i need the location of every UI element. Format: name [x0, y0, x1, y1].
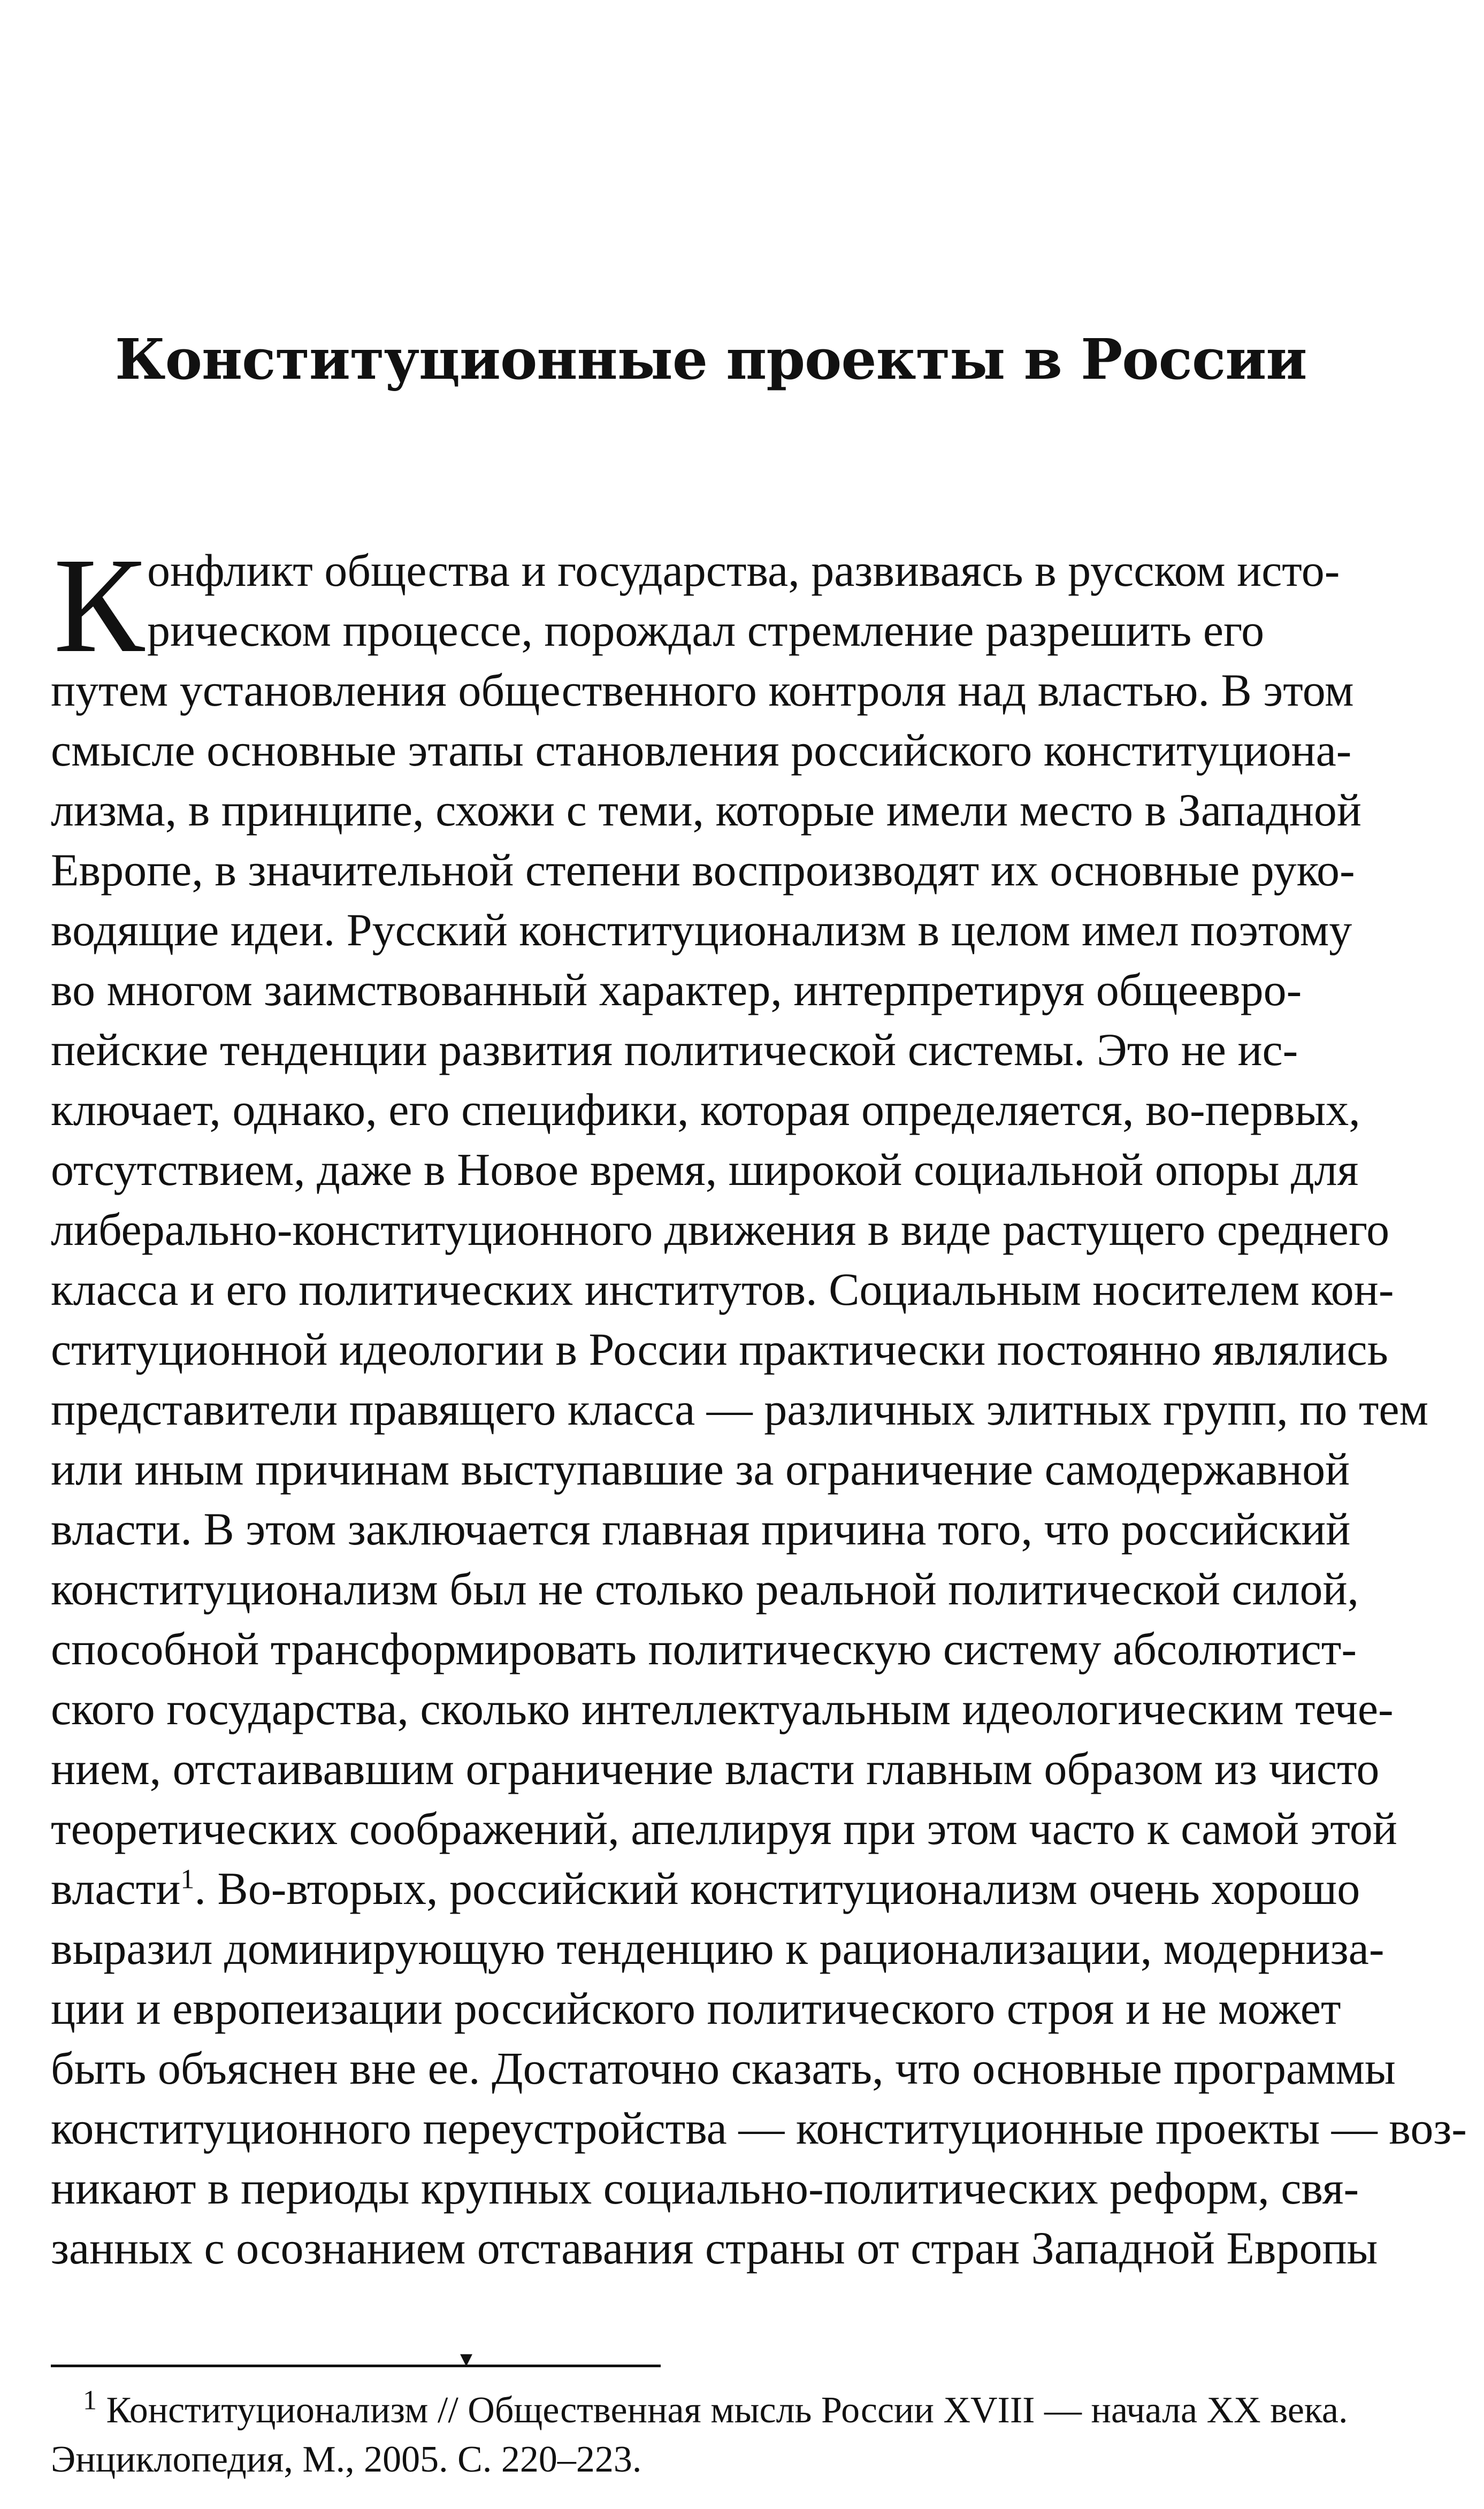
text-line-content: выразил доминирующую тенденцию к рационализации, модерниза- — [51, 1923, 1384, 1974]
text-line-content: ского государства, сколько интеллектуальным идеологическим тече- — [51, 1683, 1394, 1734]
text-line-content: класса и его политических институтов. Социальным носителем кон- — [51, 1264, 1394, 1315]
footnote-line: Энциклопедия, М., 2005. С. 220–223. — [51, 2439, 642, 2480]
text-line-content: или иным причинам выступавшие за ограничение самодержавной — [51, 1443, 1350, 1495]
text-line-content: власти. В этом заключается главная причина того, что российский — [51, 1503, 1351, 1555]
footnote-divider — [51, 2365, 661, 2367]
text-line — [51, 660, 1428, 720]
footnote-line — [51, 2386, 1428, 2435]
text-line-content: ключает, однако, его специфики, которая определяется, во-первых, — [51, 1084, 1360, 1135]
text-line — [51, 1799, 1428, 1858]
text-line — [51, 1619, 1428, 1679]
text-line — [51, 1739, 1428, 1799]
footnote-text — [83, 2386, 1348, 2435]
page-title: Конституционные проекты в России — [115, 326, 1307, 392]
text-line-content: ституционной идеологии в России практически постоянно являлись — [51, 1324, 1388, 1375]
text-line-content: онфликт общества и государства, развиваясь в русском исто- — [147, 545, 1340, 596]
text-line-content: нием, отстаивавшим ограничение власти главным образом из чисто — [51, 1743, 1380, 1794]
text-line — [51, 960, 1428, 1020]
text-line — [51, 1139, 1428, 1199]
text-line-content: ции и европеизации российского политического строя и не может — [51, 1983, 1341, 2034]
text-line — [51, 1020, 1428, 1080]
text-line-content: водящие идеи. Русский конституционализм в целом имел поэтому — [51, 904, 1352, 955]
text-line — [51, 600, 1428, 660]
text-line-content — [51, 1858, 1360, 1918]
text-line-content: занных с осознанием отставания страны от стран Западной Европы — [51, 2222, 1378, 2274]
text-line — [51, 780, 1428, 840]
text-line-content: конституционного переустройства — конституционные проекты — воз- — [51, 2102, 1467, 2154]
text-fragment: . Во-вторых, российский конституционализм очень хорошо — [194, 1863, 1360, 1914]
text-line — [51, 1259, 1428, 1319]
text-fragment: власти — [51, 1863, 181, 1914]
text-line-with-footnote-ref — [51, 1858, 1428, 1918]
footnote-reference[interactable]: 1 — [180, 1864, 195, 1895]
drop-cap: К — [53, 530, 145, 681]
footnote-marker: 1 — [83, 2385, 97, 2416]
text-line-content: быть объяснен вне ее. Достаточно сказать, что основные программы — [51, 2043, 1396, 2094]
text-line-content: отсутствием, даже в Новое время, широкой социальной опоры для — [51, 1144, 1359, 1195]
text-line — [51, 2158, 1428, 2218]
text-line — [51, 1379, 1428, 1439]
text-line-content: во многом заимствованный характер, интерпретируя общеевро- — [51, 964, 1302, 1015]
text-line-content: путем установления общественного контроля над властью. В этом — [51, 664, 1354, 716]
footnote — [51, 2386, 1428, 2484]
text-line-content: представители правящего класса — различных элитных групп, по тем — [51, 1383, 1429, 1435]
text-line — [51, 1559, 1428, 1619]
main-paragraph — [51, 530, 1467, 2278]
text-line-content: Европе, в значительной степени воспроизводят их основные руко- — [51, 844, 1355, 896]
text-line — [51, 900, 1428, 960]
text-line-content: способной трансформировать политическую систему абсолютист- — [51, 1623, 1357, 1674]
text-line — [51, 1918, 1428, 1978]
divider-mark-icon: ▾ — [460, 2345, 473, 2372]
text-line — [51, 2218, 1428, 2278]
text-line-content: рическом процессе, порождал стремление разрешить его — [147, 605, 1265, 656]
text-line-content: либерально-конституционного движения в виде растущего среднего — [51, 1204, 1390, 1255]
text-line — [51, 1978, 1428, 2038]
text-line — [51, 1679, 1428, 1739]
text-line — [51, 840, 1428, 900]
text-line-content: пейские тенденции развития политической системы. Это не ис- — [51, 1024, 1298, 1075]
footnote-text-fragment: Конституционализм // Общественная мысль России XVIII — начала XX века. — [106, 2390, 1348, 2431]
text-line — [51, 1439, 1428, 1499]
text-line — [51, 1319, 1428, 1379]
text-line-content: никают в периоды крупных социально-политических реформ, свя- — [51, 2162, 1359, 2214]
text-line-content: теоретических соображений, апеллируя при этом часто к самой этой — [51, 1803, 1397, 1854]
text-line — [51, 1199, 1428, 1259]
text-line — [51, 540, 1428, 600]
text-line — [51, 720, 1428, 780]
text-line — [51, 2038, 1428, 2098]
text-line-content: лизма, в принципе, схожи с теми, которые имели место в Западной — [51, 784, 1361, 836]
text-line-content: смысле основные этапы становления российского конституциона- — [51, 724, 1352, 776]
text-line — [51, 1499, 1428, 1559]
text-line-content: конституционализм был не столько реальной политической силой, — [51, 1563, 1359, 1615]
text-line — [51, 1080, 1428, 1139]
text-line — [51, 2098, 1467, 2158]
